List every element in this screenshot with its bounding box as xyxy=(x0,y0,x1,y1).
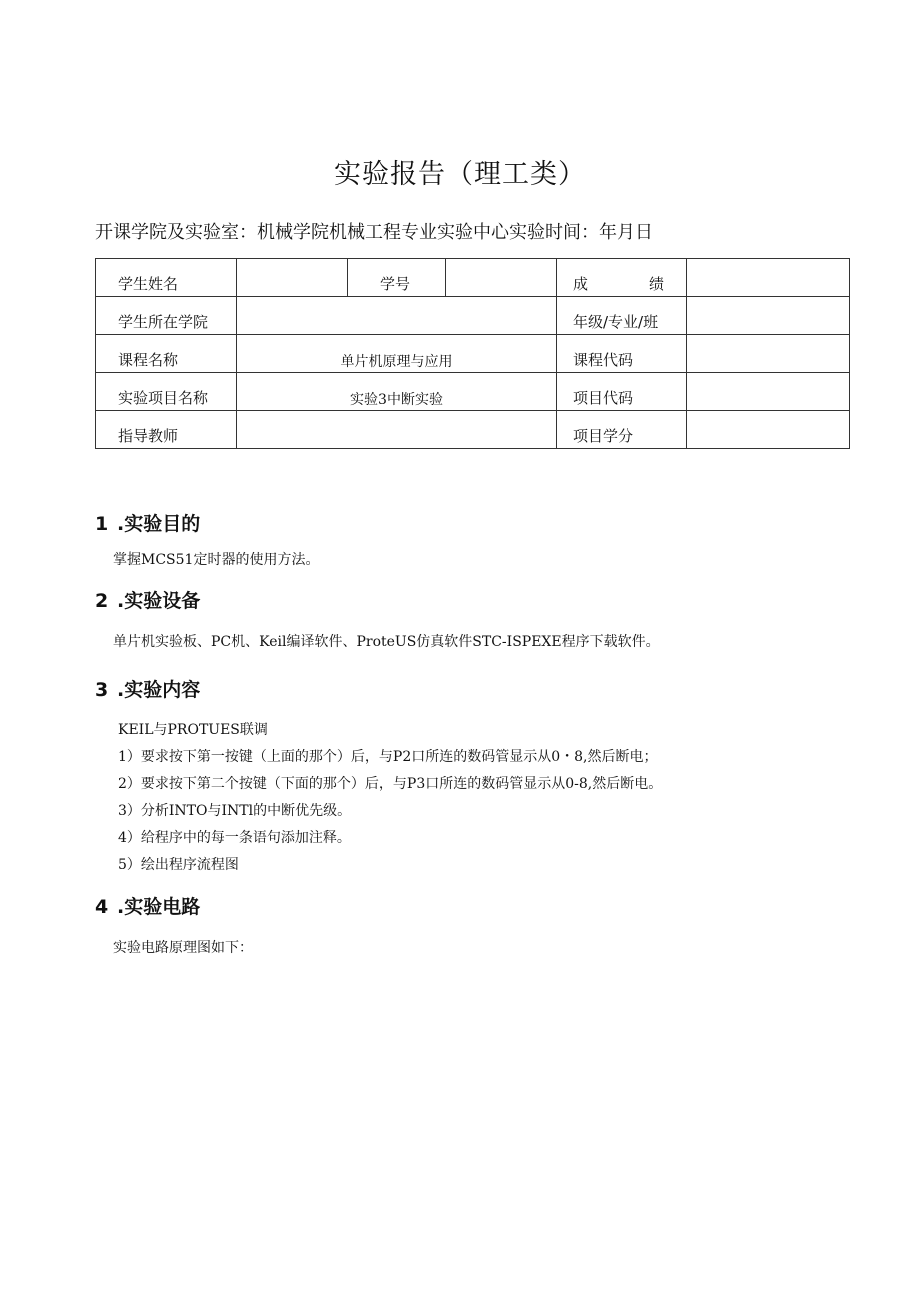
student-id-label: 学号 xyxy=(348,259,446,297)
section-title: .实验目的 xyxy=(117,513,201,535)
course-name-value: 单片机原理与应用 xyxy=(237,335,557,373)
table-row xyxy=(96,335,850,373)
table-row xyxy=(96,259,850,297)
student-name-label: 学生姓名 xyxy=(96,259,237,297)
content-item: 4）给程序中的每一条语句添加注释。 xyxy=(118,830,351,846)
content-item: 3）分析INTO与INTl的中断优先级。 xyxy=(118,803,352,819)
section-title: .实验设备 xyxy=(117,590,201,612)
score-label xyxy=(557,259,687,297)
section-heading-content xyxy=(95,675,200,702)
section-title: .实验内容 xyxy=(117,679,201,701)
project-code-label: 项目代码 xyxy=(557,373,687,411)
score-label-a: 成 xyxy=(573,275,589,293)
instructor-value[interactable] xyxy=(237,411,557,449)
table-row xyxy=(96,411,850,449)
student-id-value[interactable] xyxy=(446,259,557,297)
student-name-value[interactable] xyxy=(237,259,348,297)
project-credit-label: 项目学分 xyxy=(557,411,687,449)
circuit-text: 实验电路原理图如下： xyxy=(113,940,253,956)
course-code-value[interactable] xyxy=(687,335,850,373)
grade-major-class-label: 年级/专业/班 xyxy=(557,297,687,335)
section-number: 2 xyxy=(95,590,109,612)
grade-major-class-value[interactable] xyxy=(687,297,850,335)
project-name-label: 实验项目名称 xyxy=(96,373,237,411)
content-intro: KEIL与PROTUES联调 xyxy=(118,722,268,738)
content-item: 1）要求按下第一按键（上面的那个）后，与P2口所连的数码管显示从0・8,然后断电； xyxy=(118,749,658,765)
content-item: 2）要求按下第二个按键（下面的那个）后，与P3口所连的数码管显示从0-8,然后断电。 xyxy=(118,776,663,792)
section-number: 4 xyxy=(95,896,109,918)
project-credit-value[interactable] xyxy=(687,411,850,449)
table-row xyxy=(96,297,850,335)
project-code-value[interactable] xyxy=(687,373,850,411)
score-value[interactable] xyxy=(687,259,850,297)
content-item: 5）绘出程序流程图 xyxy=(118,857,239,873)
section-number: 1 xyxy=(95,513,109,535)
course-code-label: 课程代码 xyxy=(557,335,687,373)
table-row xyxy=(96,373,850,411)
section-title: .实验电路 xyxy=(117,896,201,918)
section-heading-purpose xyxy=(95,509,200,536)
document-title: 实验报告（理工类） xyxy=(334,159,586,190)
lab-info-line: 开课学院及实验室：机械学院机械工程专业实验中心实验时间：年月日 xyxy=(95,222,653,243)
project-name-value: 实验3中断实验 xyxy=(237,373,557,411)
section-number: 3 xyxy=(95,679,109,701)
student-info-table xyxy=(95,258,850,449)
college-label: 学生所在学院 xyxy=(96,297,237,335)
purpose-text: 掌握MCS51定时器的使用方法。 xyxy=(113,552,320,568)
instructor-label: 指导教师 xyxy=(96,411,237,449)
college-value[interactable] xyxy=(237,297,557,335)
section-heading-circuit xyxy=(95,892,200,919)
score-label-b: 绩 xyxy=(648,275,664,293)
section-heading-equipment xyxy=(95,586,200,613)
course-name-label: 课程名称 xyxy=(96,335,237,373)
equipment-text: 单片机实验板、PC机、Keil编译软件、ProteUS仿真软件STC-ISPEXE程序下载软件。 xyxy=(113,634,660,650)
